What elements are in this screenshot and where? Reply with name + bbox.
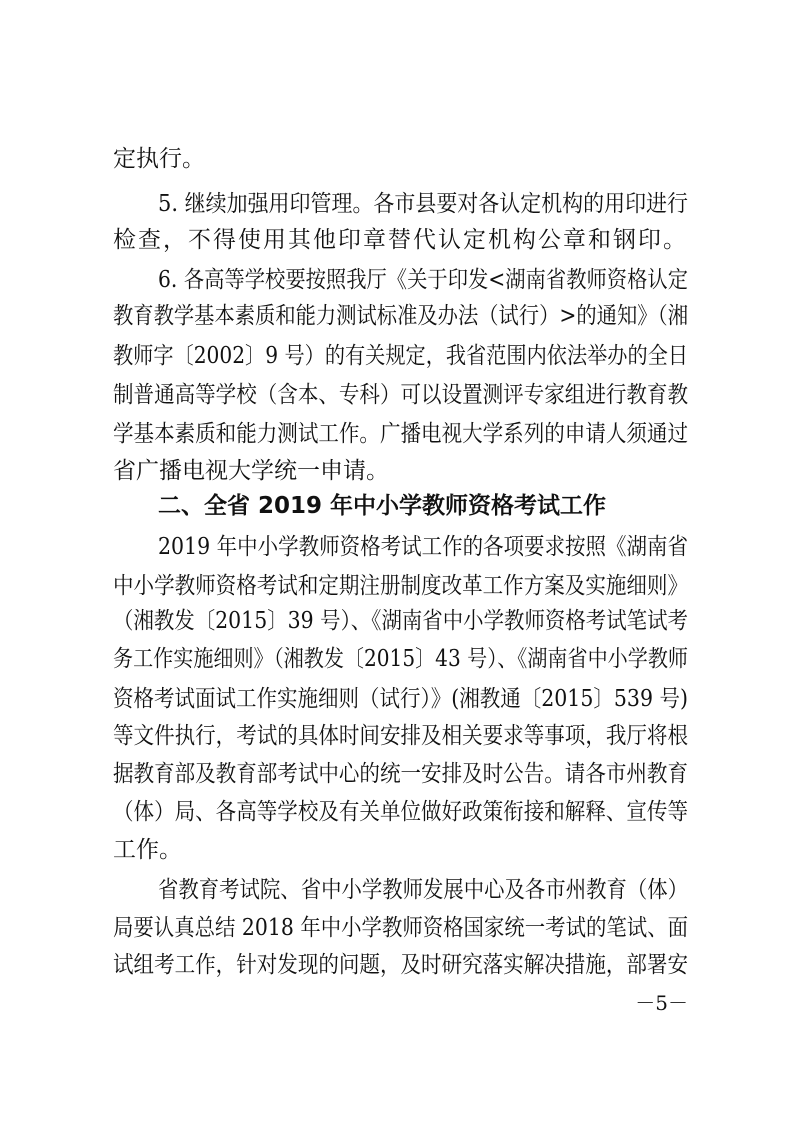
line-text: 省广播电视大学统一申请。 (113, 458, 389, 484)
body-line (0, 945, 793, 985)
line-text: 2019 年中小学教师资格考试工作的各项要求按照《湖南省 (158, 534, 688, 560)
body-line (0, 414, 793, 454)
body-line (0, 336, 793, 376)
body-line (0, 716, 793, 756)
body-line (0, 754, 793, 794)
body-line (0, 792, 793, 832)
line-text: 制普通高等学校（含本、专科）可以设置测评专家组进行教育教 (113, 382, 688, 408)
line-text: 6. 各高等学校要按照我厅《关于印发<湖南省教师资格认定 (158, 267, 688, 293)
list-item-6 (0, 260, 793, 300)
line-text: 定执行。 (113, 146, 205, 172)
line-text: 教师字〔2002〕9 号）的有关规定，我省范围内依法举办的全日 (113, 343, 688, 369)
line-text: 省教育考试院、省中小学教师发展中心及各市州教育（体） (158, 877, 688, 903)
line-text: 务工作实施细则》（湘教发〔2015〕43 号）、《湖南省中小学教师 (113, 646, 688, 672)
body-line (0, 220, 793, 260)
line-text: 工作。 (113, 837, 182, 863)
body-line (0, 139, 793, 179)
line-text: 试组考工作，针对发现的问题，及时研究落实解决措施，部署安 (113, 952, 688, 978)
section-heading-text: 二、全省 2019 年中小学教师资格考试工作 (158, 493, 607, 519)
body-line (0, 639, 793, 679)
body-line (0, 830, 793, 870)
body-line (0, 375, 793, 415)
line-text: 中小学教师资格考试和定期注册制度改革工作方案及实施细则》 (113, 573, 688, 599)
body-line (0, 908, 793, 948)
line-text: （湘教发〔2015〕39 号）、《湖南省中小学教师资格考试笔试考 (113, 608, 688, 634)
list-item-5 (0, 184, 793, 224)
line-text: 检查，不得使用其他印章替代认定机构公章和钢印。 (113, 227, 688, 253)
body-line (0, 527, 793, 567)
line-text: 据教育部及教育部考试中心的统一安排及时公告。请各市州教育 (113, 761, 688, 787)
body-line (0, 296, 793, 336)
body-line (0, 679, 793, 719)
line-text: （体）局、各高等学校及有关单位做好政策衔接和解释、宣传等 (113, 799, 688, 825)
line-text: 资格考试面试工作实施细则（试行）》(湘教通〔2015〕539 号) (113, 686, 688, 712)
line-text: 学基本素质和能力测试工作。广播电视大学系列的申请人须通过 (113, 421, 688, 447)
line-text: 5. 继续加强用印管理。各市县要对各认定机构的用印进行 (158, 191, 688, 217)
body-line (0, 566, 793, 606)
page-number: －5－ (635, 991, 688, 1015)
line-text: 教育教学基本素质和能力测试标准及办法（试行）>的通知》（湘 (113, 303, 688, 329)
section-heading (0, 486, 793, 526)
line-text: 局要认真总结 2018 年中小学教师资格国家统一考试的笔试、面 (113, 915, 688, 941)
body-line (0, 601, 793, 641)
line-text: 等文件执行，考试的具体时间安排及相关要求等事项，我厅将根 (113, 723, 688, 749)
body-line (0, 870, 793, 910)
body-line (0, 451, 793, 491)
